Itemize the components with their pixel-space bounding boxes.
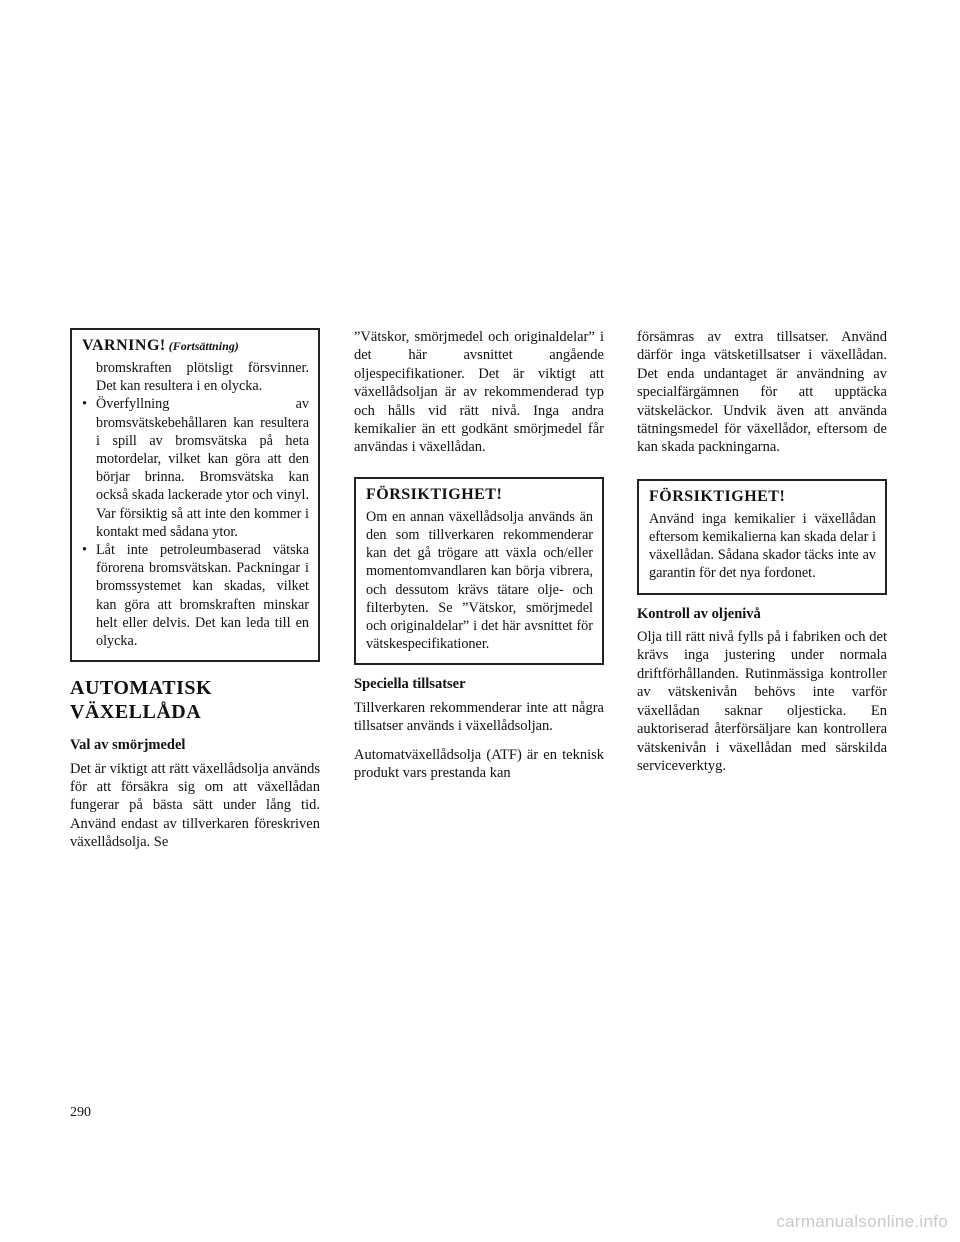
paragraph: ”Vätskor, smörjmedel och originaldelar” i det här avsnittet angående oljespecifikationer. Det är viktigt att växellådsoljan är av rekommenderad typ och hålls vid rätt nivå. Inga andra kemikalier än ett godkänt smörjmedel får användas i växellådan. xyxy=(354,329,604,456)
paragraph: Tillverkaren rekommenderar inte att några tillsatser används i växellådsoljan. xyxy=(354,699,604,735)
warning-continued-text: bromskraften plötsligt försvinner. Det kan resultera i en olycka. xyxy=(96,360,309,395)
column-left xyxy=(70,328,320,852)
subheading-lubricant: Val av smörjmedel xyxy=(70,737,186,754)
warning-title xyxy=(82,336,309,356)
column-middle xyxy=(354,328,604,783)
section-heading xyxy=(70,676,320,724)
subheading-oil-level: Kontroll av oljenivå xyxy=(637,605,761,622)
section-heading-line1: AUTOMATISK xyxy=(70,677,213,700)
caution-text: Använd inga kemikalier i växellådan eftersom kemikalierna kan skada delar i växellådan. Sådana skador täcks inte av garantin för det nya fordonet. xyxy=(649,510,876,582)
paragraph: Det är viktigt att rätt växellådsolja används för att försäkra sig om att växellådan fungerar på bästa sätt under lång tid. Använd endast av tillverkaren föreskriven växellådsolja. Se xyxy=(70,760,320,851)
warning-bullet: • Låt inte petroleumbaserad vätska förorena bromsvätskan. Packningar i bromssystemet kan skadas, vilket kan göra att bromskraften minskar helt eller delvis. Det kan leda till en olycka. xyxy=(82,541,309,650)
warning-bullet: • Överfyllning av bromsvätskebehållaren kan resultera i spill av bromsvätska på heta motordelar, vilket kan göra att den börjar brinna. Bromsvätska kan också skada lackerade ytor och vinyl. Var försiktig så att inte den kommer i kontakt med sådana ytor. xyxy=(82,395,309,541)
watermark: carmanualsonline.info xyxy=(776,1212,948,1231)
paragraph: Automatväxellådsolja (ATF) är en teknisk produkt vars prestanda kan xyxy=(354,746,604,782)
caution-text: Om en annan växellådsolja används än den som tillverkaren rekommenderar kan det gå trögare att växla och/eller momentomvandlaren kan börja vibrera, och dessutom krävs tätare olje- och filterbyten. Se ”Vätskor, smörjmedel och originaldelar” i det här avsnittet för vätskespecifikationer. xyxy=(366,508,593,653)
caution-title: FÖRSIKTIGHET! xyxy=(649,487,786,505)
caution-box xyxy=(354,477,604,666)
warning-box xyxy=(70,328,320,662)
warning-title-text: VARNING! xyxy=(82,337,166,354)
page-number: 290 xyxy=(70,1105,91,1120)
subheading-additives: Speciella tillsatser xyxy=(354,676,466,693)
column-right xyxy=(637,328,887,775)
section-heading-line2: VÄXELLÅDA xyxy=(70,701,202,724)
paragraph: Olja till rätt nivå fylls på i fabriken och det krävs inga justering under normala driftförhållanden. Rutinmässiga kontroller av vätskenivån behövs inte varför växellådan saknar oljesticka. En auktoriserad återförsäljare kan kontrollera vätskenivån i växellådan med särskilda serviceverktyg. xyxy=(637,629,887,774)
warning-bullet-list xyxy=(82,395,309,650)
warning-subtitle: (Fortsättning) xyxy=(168,339,239,353)
caution-box xyxy=(637,479,887,595)
caution-title: FÖRSIKTIGHET! xyxy=(366,485,503,503)
paragraph: försämras av extra tillsatser. Använd därför inga vätsketillsatser i växellådan. Det enda undantaget är användning av specialfärgämnen för att upptäcka vätskeläckor. Undvik även att använda tätningsmedel för växellådor, eftersom de kan skada packningarna. xyxy=(637,329,887,456)
